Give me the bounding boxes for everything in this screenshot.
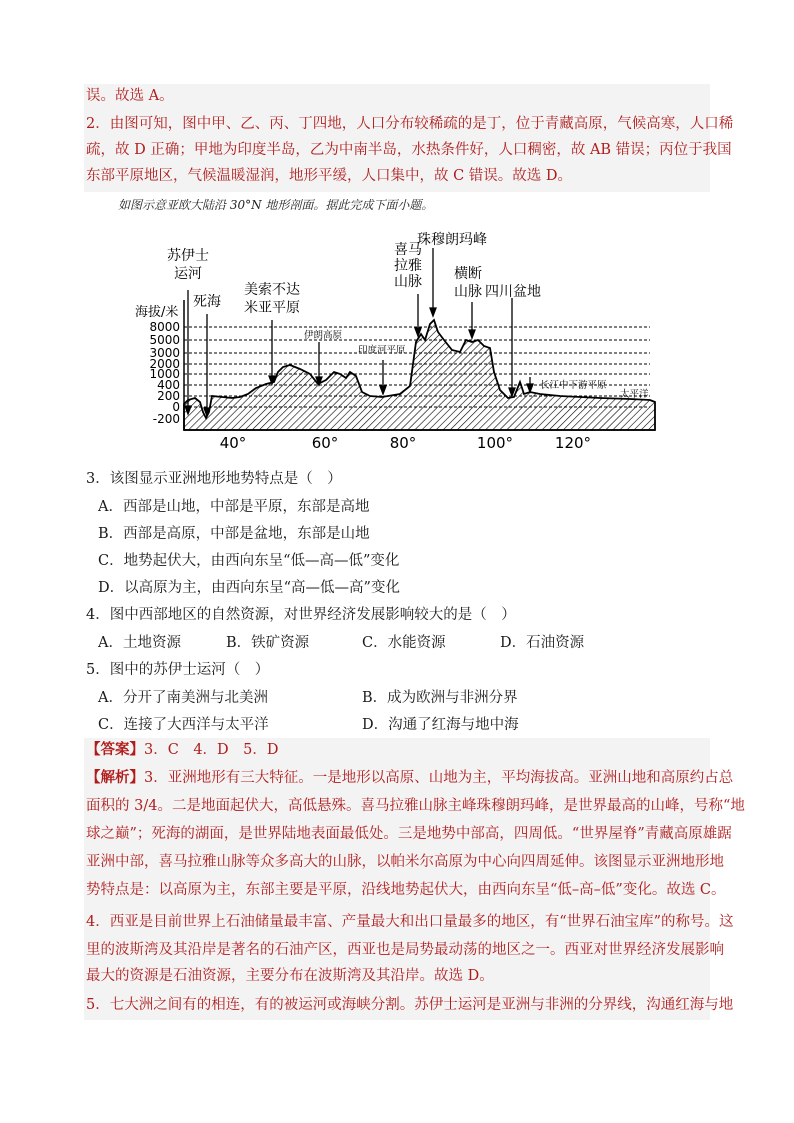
analysis-line [86, 768, 733, 788]
explanation-line: 2．由图可知，图中甲、乙、丙、丁四地，人口分布较稀疏的是丁，位于青藏高原，气候高寒，人口稀 [86, 116, 734, 132]
analysis-line: 面积的 3/4。二是地面起伏大，高低悬殊。喜马拉雅山脉主峰珠穆朗玛峰，是世界最高的山峰，号称“地 [86, 798, 745, 814]
analysis-line: 最大的资源是石油资源，主要分布在波斯湾及其沿岸。故选 D。 [86, 968, 494, 984]
answer-line [86, 740, 279, 760]
question-3-option-d[interactable]: D．以高原为主，由西向东呈“高—低—高”变化 [98, 580, 400, 596]
y-tick-label: -200 [152, 412, 180, 426]
y-tick-label: 1000 [149, 367, 180, 381]
answer-tag: 【答案】 [86, 741, 144, 758]
x-tick-label: 80° [389, 434, 417, 452]
label-iran-plateau: 伊朗高原 [304, 330, 343, 341]
label-pacific: 太平洋 [620, 389, 649, 400]
y-tick-label: 3000 [149, 346, 180, 360]
terrain-profile-figure [0, 222, 794, 462]
analysis-line: 4．西亚是目前世界上石油储量最丰富、产量最大和出口量最多的地区，有“世界石油宝库”的称号。这 [86, 914, 734, 930]
y-tick-label: 200 [157, 389, 180, 403]
terrain-profile [184, 320, 655, 430]
question-4-option-a[interactable]: A．土地资源 [98, 635, 181, 651]
question-4-stem: 4．图中西部地区的自然资源，对世界经济发展影响较大的是（ ） [86, 607, 516, 623]
analysis-line: 亚洲中部，喜马拉雅山脉等众多高大的山脉，以帕米尔高原为中心向四周延伸。该图显示亚洲地形地 [86, 854, 724, 870]
label-hengduan: 横断山脉 [454, 266, 482, 300]
x-tick-label: 40° [219, 434, 247, 452]
question-3-option-a[interactable]: A．西部是山地，中部是平原，东部是高地 [98, 499, 370, 515]
x-tick-label: 60° [311, 434, 339, 452]
question-5-option-a[interactable]: A．分开了南美洲与北美洲 [98, 690, 268, 706]
question-4-option-c[interactable]: C．水能资源 [362, 635, 446, 651]
question-5-option-d[interactable]: D．沟通了红海与地中海 [362, 717, 519, 733]
label-everest: 珠穆朗玛峰 [417, 232, 487, 248]
explanation-line: 疏，故 D 正确；甲地为印度半岛，乙为中南半岛，水热条件好，人口稠密，故 AB 错误；丙位于我国 [86, 142, 732, 158]
label-dead-sea: 死海 [193, 294, 221, 310]
analysis-line: 球之巅”；死海的湖面，是世界陆地表面最低处。三是地势中部高，四周低。“世界屋脊”青藏高原雄踞 [86, 826, 732, 842]
y-tick-label: 2000 [149, 357, 180, 371]
y-tick-label: 400 [157, 378, 180, 392]
analysis-text: 3．亚洲地形有三大特征。一是地形以高原、山地为主，平均海拔高。亚洲山地和高原约占总 [144, 770, 734, 786]
x-tick-label: 100° [476, 434, 514, 452]
question-4-option-b[interactable]: B．铁矿资源 [226, 635, 310, 651]
analysis-line: 势特点是：以高原为主，东部主要是平原，沿线地势起伏大，由西向东呈“低–高–低”变化。故选 C。 [86, 882, 726, 898]
analysis-line: 里的波斯湾及其沿岸是著名的石油产区，西亚也是局势最动荡的地区之一。西亚对世界经济发展影响 [86, 942, 724, 958]
question-3-option-c[interactable]: C．地势起伏大，由西向东呈“低—高—低”变化 [98, 553, 400, 569]
question-3-stem: 3．该图显示亚洲地形地势特点是（ ） [86, 471, 342, 487]
explanation-line: 东部平原地区，气候温暖湿润，地形平缓，人口集中，故 C 错误。故选 D。 [86, 168, 573, 184]
label-indus-plain: 印度河平原 [358, 345, 406, 356]
label-sichuan: 四川盆地 [485, 284, 541, 300]
question-5-option-c[interactable]: C．连接了大西洋与太平洋 [98, 717, 269, 733]
label-suez: 苏伊士运河 [167, 248, 209, 282]
explanation-line: 误。故选 A。 [86, 88, 174, 104]
y-axis-label: 海拔/米 [135, 305, 179, 320]
analysis-line: 5．七大洲之间有的相连，有的被运河或海峡分割。苏伊士运河是亚洲与非洲的分界线，沟通红海与地 [86, 997, 734, 1013]
label-mesopotamia: 美索不达米亚平原 [244, 282, 300, 316]
analysis-tag: 【解析】 [86, 769, 144, 786]
question-5-option-b[interactable]: B．成为欧洲与非洲分界 [362, 690, 518, 706]
label-yangtze-plain: 长江中下游平原 [540, 380, 607, 391]
y-tick-label: 5000 [149, 333, 180, 347]
question-5-stem: 5．图中的苏伊士运河（ ） [86, 662, 270, 678]
figure-intro: 如图示意亚欧大陆沿 30°N 地形剖面。据此完成下面小题。 [118, 198, 434, 212]
question-3-option-b[interactable]: B．西部是高原，中部是盆地，东部是山地 [98, 526, 370, 542]
y-tick-label: 0 [172, 400, 180, 414]
question-4-option-d[interactable]: D．石油资源 [500, 635, 585, 651]
label-himalaya: 喜马拉雅山脉 [394, 242, 422, 290]
x-tick-label: 120° [554, 434, 592, 452]
answer-text: 3．C 4．D 5．D [144, 742, 279, 758]
y-tick-label: 8000 [149, 320, 180, 334]
